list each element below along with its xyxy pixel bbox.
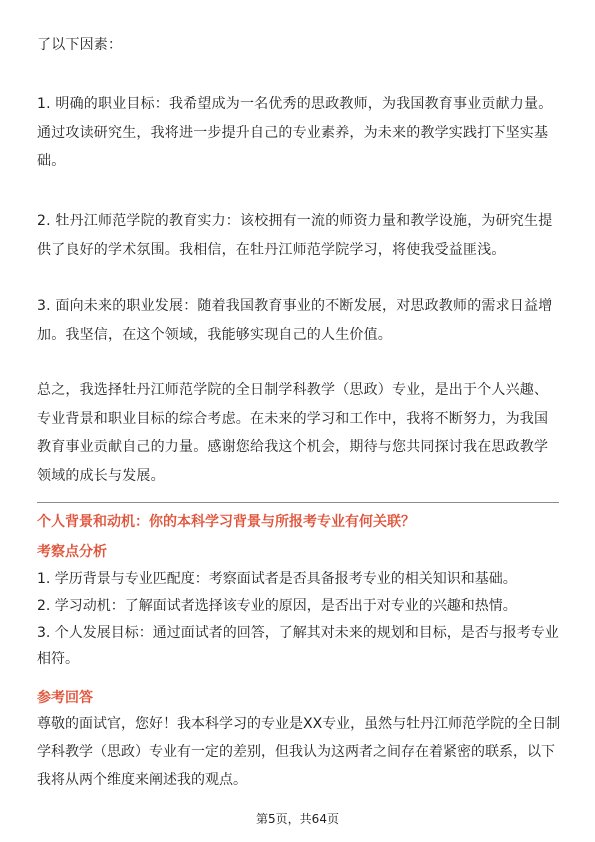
page-number: 第5页，共64页 — [256, 812, 339, 826]
question-title: 个人背景和动机：你的本科学习背景与所报考专业有何关联？ — [37, 514, 415, 530]
section-divider — [37, 502, 559, 503]
analysis-heading: 考察点分析 — [37, 544, 107, 560]
analysis-item-1: 1. 学历背景与专业匹配度：考察面试者是否具备报考专业的相关知识和基础。 — [37, 571, 517, 587]
analysis-item-3: 3. 个人发展目标：通过面试者的回答，了解其对未来的规划和目标，是否与报考专业相符。 — [37, 625, 559, 667]
answer-heading: 参考回答 — [37, 690, 93, 706]
answer-paragraph: 尊敬的面试官，您好！我本科学习的专业是XX专业，虽然与牡丹江师范学院的全日制学科教学（思政）专业有一定的差别，但我认为这两者之间存在着紧密的联系，以下我将从两个维度来阐述我的观点。 — [37, 716, 561, 788]
factor-paragraph-1: 1. 明确的职业目标：我希望成为一名优秀的思政教师，为我国教育事业贡献力量。通过攻读研究生，我将进一步提升自己的专业素养，为未来的教学实践打下坚实基础。 — [37, 96, 553, 169]
intro-line: 了以下因素： — [37, 37, 123, 53]
summary-paragraph: 总之，我选择牡丹江师范学院的全日制学科教学（思政）专业，是出于个人兴趣、专业背景和职业目标的综合考虑。在未来的学习和工作中，我将不断努力，为我国教育事业贡献自己的力量。感谢您给我这个机会，期待与您共同探讨我在思政教学领域的成长与发展。 — [37, 382, 549, 484]
factor-paragraph-3: 3. 面向未来的职业发展：随着我国教育事业的不断发展，对思政教师的需求日益增加。我坚信，在这个领域，我能够实现自己的人生价值。 — [37, 298, 553, 343]
factor-paragraph-2: 2. 牡丹江师范学院的教育实力：该校拥有一流的师资力量和教学设施，为研究生提供了良好的学术氛围。我相信，在牡丹江师范学院学习，将使我受益匪浅。 — [37, 213, 553, 258]
analysis-item-2: 2. 学习动机：了解面试者选择该专业的原因，是否出于对专业的兴趣和热情。 — [37, 598, 517, 614]
